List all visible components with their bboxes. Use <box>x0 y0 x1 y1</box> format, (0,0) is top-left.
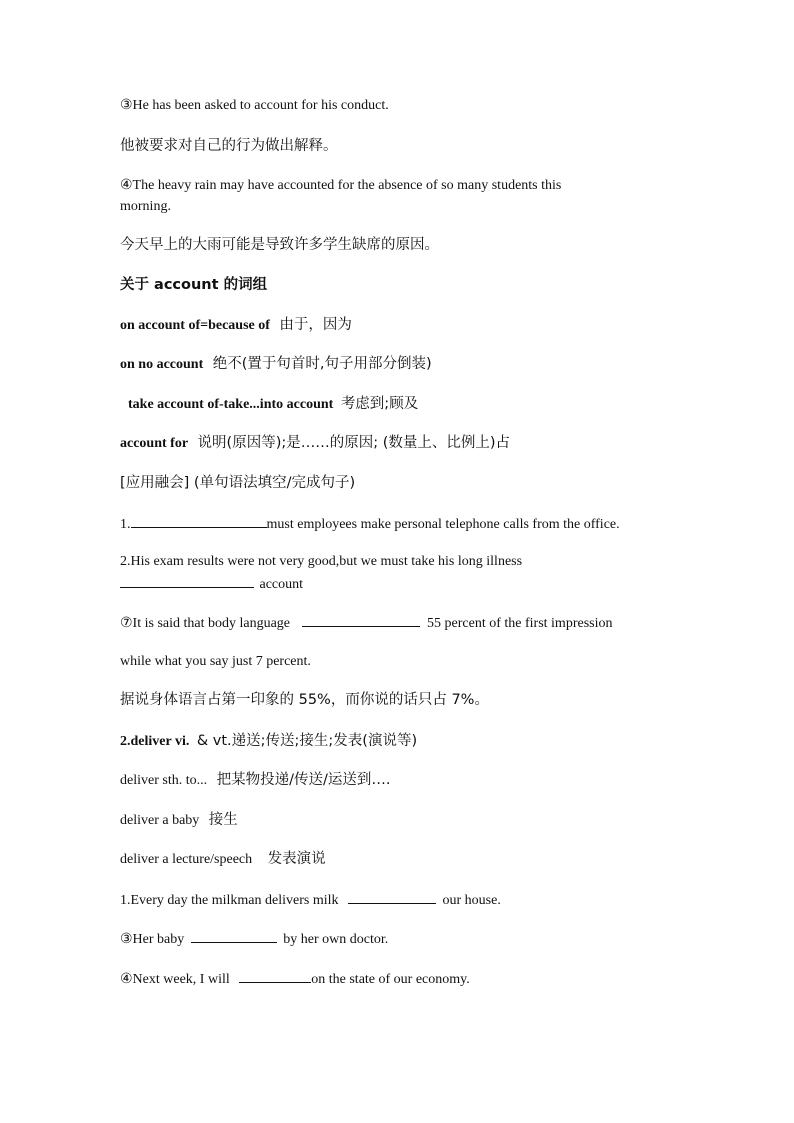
exercise-heading: [应用融会] (单句语法填空/完成句子) <box>120 475 356 491</box>
phrase-cn: 由于，因为 <box>279 317 352 333</box>
exercise-text: our house. <box>442 893 501 908</box>
phrase-deliver-to <box>120 770 391 791</box>
answer-blank[interactable] <box>120 573 254 588</box>
phrase-cn: 考虑到;顾及 <box>340 396 419 412</box>
phrase-cn: 把某物投递/传送/运送到…. <box>216 772 391 788</box>
phrase-cn: 发表演说 <box>267 851 326 867</box>
deliver-exercise-4 <box>120 968 470 990</box>
exercise-2-cont <box>120 573 303 595</box>
vocab-deliver <box>120 731 417 752</box>
phrase-cn: 绝不(置于句首时,句子用部分倒装) <box>212 356 432 372</box>
exercise-text: ⑦It is said that body language <box>120 616 291 631</box>
exercise-text: by her own doctor. <box>283 932 389 947</box>
phrase-en: on no account <box>120 357 204 372</box>
phrase-en: deliver a lecture/speech <box>120 852 253 867</box>
example-sentence-7-cont: while what you say just 7 percent. <box>120 654 311 669</box>
answer-blank[interactable] <box>348 889 436 904</box>
phrase-deliver-lecture <box>120 849 326 870</box>
exercise-1 <box>120 513 620 535</box>
translation-4: 今天早上的大雨可能是导致许多学生缺席的原因。 <box>120 237 439 253</box>
exercise-text: ④Next week, I will <box>120 972 230 987</box>
exercise-text: 55 percent of the first impression <box>427 616 613 631</box>
answer-blank[interactable] <box>191 928 277 943</box>
example-sentence-7 <box>120 612 612 634</box>
vocab-meaning: & vt.递送;传送;接生;发表(演说等) <box>196 733 418 749</box>
phrase-on-account-of <box>120 315 352 336</box>
example-sentence-3: ③He has been asked to account for his conduct. <box>120 98 389 113</box>
exercise-number: 1. <box>120 517 131 532</box>
exercise-text: ③Her baby <box>120 932 185 947</box>
phrase-cn: 说明(原因等);是……的原因; (数量上、比例上)占 <box>197 435 511 451</box>
phrase-en: take account of-take...into account <box>128 397 334 412</box>
exercise-text: on the state of our economy. <box>311 972 470 987</box>
vocab-word: 2.deliver vi. <box>120 734 190 749</box>
deliver-exercise-3 <box>120 928 388 950</box>
answer-blank[interactable] <box>239 968 311 983</box>
phrase-en: deliver a baby <box>120 813 200 828</box>
answer-blank[interactable] <box>302 612 420 627</box>
answer-blank[interactable] <box>131 513 267 528</box>
phrase-on-no-account <box>120 354 432 375</box>
exercise-text: account <box>259 577 304 592</box>
example-sentence-4-cont: morning. <box>120 199 171 214</box>
phrase-en: account for <box>120 436 189 451</box>
phrase-account-for <box>120 433 510 454</box>
phrase-heading: 关于 account 的词组 <box>120 277 268 293</box>
translation-7: 据说身体语言占第一印象的 55%，而你说的话只占 7%。 <box>120 692 489 708</box>
phrase-deliver-baby <box>120 810 238 831</box>
phrase-en: deliver sth. to... <box>120 773 208 788</box>
phrase-en: on account of=because of <box>120 318 270 333</box>
exercise-text: must employees make personal telephone calls from the office. <box>266 517 620 532</box>
exercise-text: 1.Every day the milkman delivers milk <box>120 893 339 908</box>
exercise-2: 2.His exam results were not very good,but we must take his long illness <box>120 554 523 569</box>
translation-3: 他被要求对自己的行为做出解释。 <box>120 138 338 154</box>
deliver-exercise-1 <box>120 889 501 911</box>
example-sentence-4: ④The heavy rain may have accounted for the absence of so many students this <box>120 178 562 193</box>
phrase-take-account-of <box>128 394 418 415</box>
phrase-cn: 接生 <box>208 812 238 828</box>
